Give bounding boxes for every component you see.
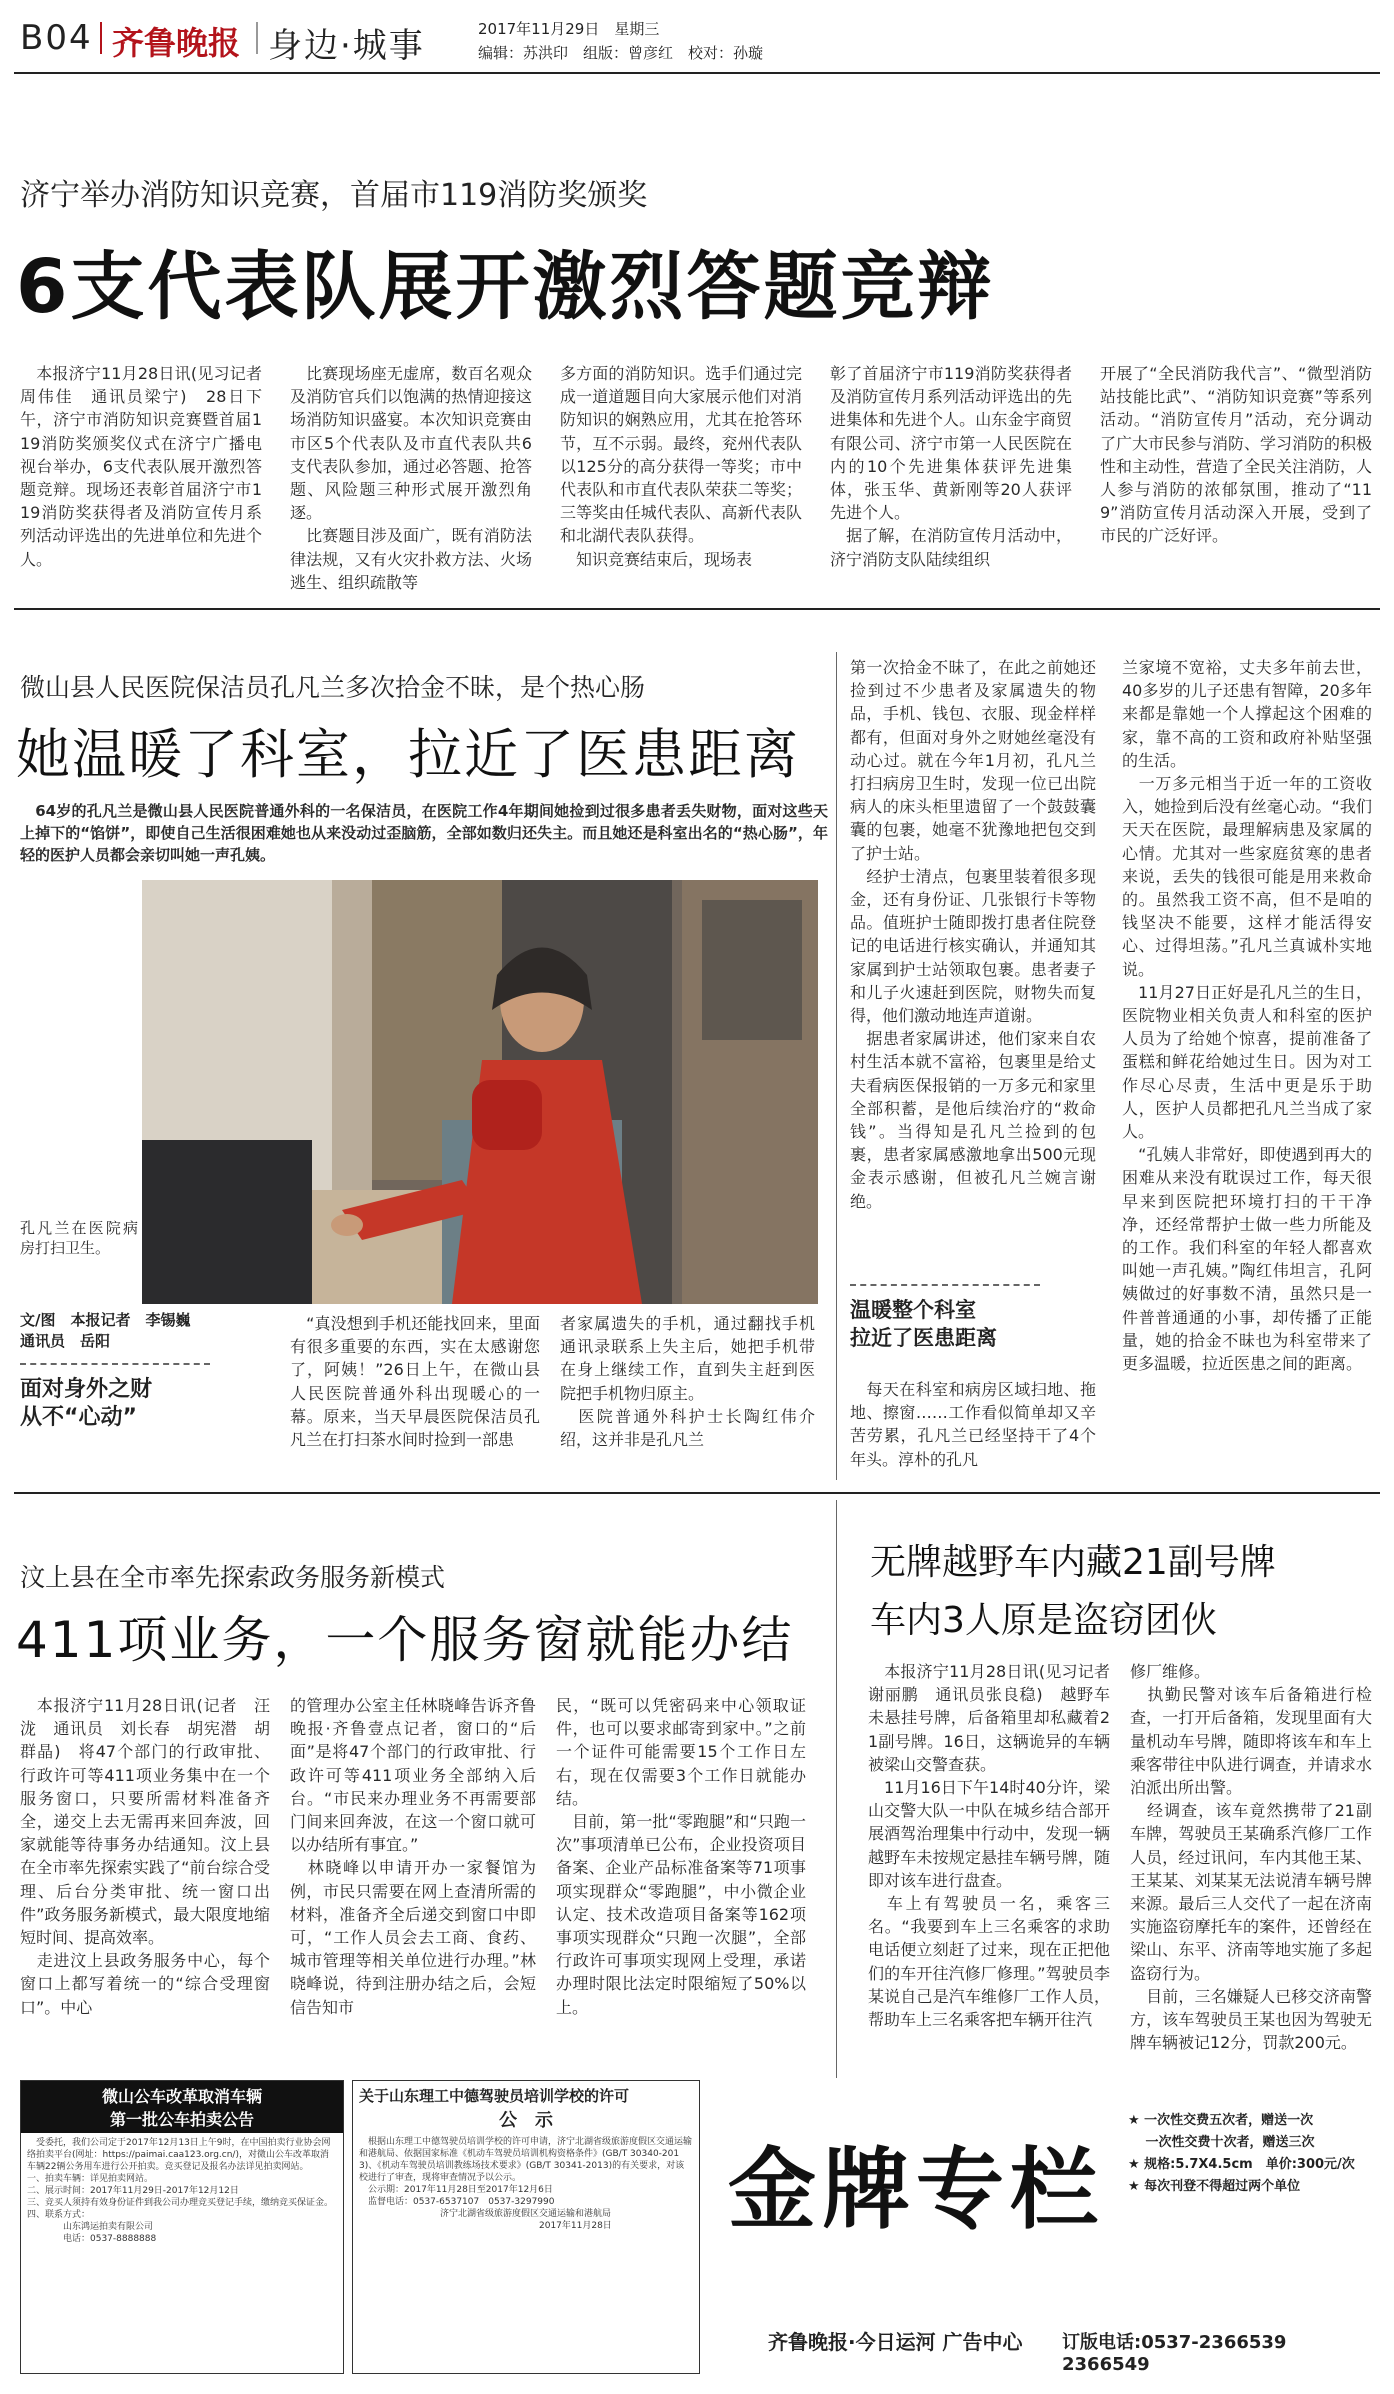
masthead-divider-2 xyxy=(256,22,258,54)
article3-col3: 民，“既可以凭密码来中心领取证件，也可以要求邮寄到家中。”之前一个证件可能需要15个工作日左右，现在仅需要3个工作日就能办结。 目前，第一批“零跑腿”和“只跑一次”事项清单已公布，企业投资项目备案、企业产品标准备案等71项事项实现群众“零跑腿”，中小微企业认定、技术改造项目备案等162项事项实现群众“只跑一次腿”，全部行政许可事项实现网上受理，承诺办理时限比法定时限缩短了50%以上。 xyxy=(556,1696,806,2017)
article2-col-b: 者家属遗失的手机，通过翻找手机通讯录联系上失主后，她把手机带在身上继续工作，直到失主赶到医院把手机物归原主。 医院普通外科护士长陶红伟介绍，这并非是孔凡兰 xyxy=(560,1314,815,1450)
article1-kicker: 济宁举办消防知识竞赛，首届市119消防奖颁奖 xyxy=(20,178,648,213)
article1-col4: 彰了首届济宁市119消防奖获得者及消防宣传月系列活动评选出的先进集体和先进个人。山东金宇商贸有限公司、济宁市第一人民医院在内的10个先进集体获评先进集体，张玉华、黄新刚等20人获评先进个人。 据了解，在消防宣传月活动中，济宁消防支队陆续组织 xyxy=(830,364,1072,569)
article3-headline: 411项业务，一个服务窗就能办结 xyxy=(16,1611,794,1669)
article2-photo xyxy=(142,880,818,1304)
gold-ad-footer-right: 订版电话:0537-2366539 2366549 xyxy=(1062,2332,1287,2372)
gold-ad-bullet: ★ 一次性交费五次者，赠送一次 xyxy=(1128,2113,1314,2128)
masthead-divider xyxy=(100,22,102,54)
issue-date: 2017年11月29日 星期三 xyxy=(478,20,660,38)
article2-col-d: 兰家境不宽裕，丈夫多年前去世，40多岁的儿子还患有智障，20多年来都是靠她一个人撑起这个困难的家，靠不高的工资和政府补贴坚强的生活。 一万多元相当于近一年的工资收入，她捡到后没有丝毫心动。“我们天天在医院，最理解病患及家属的心情。尤其对一些家庭贫寒的患者来说，丢失的钱很可能是用来救命的。虽然我工资不高，但不是咱的钱坚决不能要，这样才能活得安心、过得坦荡。”孔凡兰真诚朴实地说。 11月27日正好是孔凡兰的生日，医院物业相关负责人和科室的医护人员为了给她个惊喜，提前准备了蛋糕和鲜花给她过生日。因为对工作尽心尽责，生活中更是乐于助人，医护人员都把孔凡兰当成了家人。 “孔姨人非常好，即使遇到再大的困难从来没有耽误过工作，每天很早来到医院把环境打扫的干干净净，还经常帮护士做一些力所能及的工作。我们科室的年轻人都喜欢叫她一声孔姨。”陶红伟坦言，孔阿姨做过的好事数不清，虽然只是一件普普通通的小事，却传播了正能量，她的拾金不昧也为科室带来了更多温暖，拉近医患之间的距离。 xyxy=(1122,658,1372,1374)
section-title: 身边·城事 xyxy=(268,26,425,66)
masthead-rule xyxy=(14,72,1380,74)
article2-subhead2: 温暖整个科室 拉近了医患距离 xyxy=(850,1298,997,1350)
column-rule-a3 xyxy=(836,1500,837,2078)
photo-caption: 孔凡兰在医院病房打扫卫生。 xyxy=(20,1219,138,1257)
article2-col-c: 第一次拾金不昧了，在此之前她还捡到过不少患者及家属遗失的物品，手机、钱包、衣服、现金样样都有，但面对身外之财她丝毫没有动心过。就在今年1月初，孔凡兰打扫病房卫生时，发现一位已出院病人的床头柜里遗留了一个鼓鼓囊囊的包裹，她毫不犹豫地把包交到了护士站。 经护士清点，包裹里装着很多现金，还有身份证、几张银行卡等物品。值班护士随即拨打患者住院登记的电话进行核实确认，并通知其家属到护士站领取包裹。患者妻子和儿子火速赶到医院，财物失而复得，他们激动地连声道谢。 据患者家属讲述，他们家来自农村生活本就不富裕，包裹里是给丈夫看病医保报销的一万多元和家里全部积蓄，是他后续治疗的“救命钱”。当得知是孔凡兰捡到的包裹，患者家属感激地拿出500元现金表示感谢，但被孔凡兰婉言谢绝。 xyxy=(850,658,1096,1211)
paper-logo: 齐鲁晚报 xyxy=(112,24,241,62)
article3-col1: 本报济宁11月28日讯(记者 汪泷 通讯员 刘长春 胡宪潜 胡群晶) 将47个部门的行政审批、行政许可等411项业务集中在一个服务窗口，只要所需材料准备齐全，递交上去无需再来回奔波，回家就能等待事务办结通知。汶上县在全市率先探索实践了“前台综合受理、后台分类审批、统一窗口出件”政务服务新模式，最大限度地缩短时间、提高效率。 走进汶上县政务服务中心，每个窗口上都写着统一的“综合受理窗口”。中心 xyxy=(20,1696,270,2017)
school-notice-ad xyxy=(352,2080,700,2374)
article1-col2: 比赛现场座无虚席，数百名观众及消防官兵们以饱满的热情迎接这场消防知识盛宴。本次知识竞赛由市区5个代表队及市直代表队共6支代表队参加，通过必答题、抢答题、风险题三种形式展开激烈角逐。 比赛题目涉及面广，既有消防法律法规，又有火灾扑救方法、火场逃生、组织疏散等 xyxy=(290,364,532,592)
article2-col-a: “真没想到手机还能找回来，里面有很多重要的东西，实在太感谢您了，阿姨！”26日上午，在微山县人民医院普通外科出现暖心的一幕。原来，当天早晨医院保洁员孔凡兰在打扫茶水间时捡到一部患 xyxy=(290,1314,540,1450)
gold-ad-bullet: ★ 规格:5.7X4.5cm 单价:300元/次 xyxy=(1128,2157,1355,2172)
masthead xyxy=(0,0,1394,70)
column-rule-a2 xyxy=(836,652,837,1480)
article2-headline: 她温暖了科室，拉近了医患距离 xyxy=(16,723,800,786)
article4-headline-line1: 无牌越野车内藏21副号牌 xyxy=(870,1542,1276,1583)
article1-headline: 6支代表队展开激烈答题竞辩 xyxy=(16,244,995,330)
bus-auction-ad xyxy=(20,2080,344,2374)
article2-col-c2: 每天在科室和病房区域扫地、拖地、擦窗……工作看似简单却又辛苦劳累，孔凡兰已经坚持干了4个年头。淳朴的孔凡 xyxy=(850,1380,1096,1469)
gold-column-ad xyxy=(708,2080,1374,2372)
article4-col1: 本报济宁11月28日讯(见习记者 谢丽鹏 通讯员张良稳) 越野车未悬挂号牌，后备箱里却私藏着21副号牌。16日，这辆诡异的车辆被梁山交警查获。 11月16日下午14时40分许，梁山交警大队一中队在城乡结合部开展酒驾治理集中行动中，发现一辆越野车未按规定悬挂车辆号牌，随即对该车进行盘查。 车上有驾驶员一名，乘客三名。“我要到车上三名乘客的求助电话便立刻赶了过来，现在正把他们的车开往汽修厂修理。”驾驶员李某说自己是汽车维修厂工作人员，帮助车上三名乘客把车辆开往汽 xyxy=(868,1662,1110,2030)
article1-col1: 本报济宁11月28日讯(见习记者 周伟佳 通讯员梁宁) 28日下午，济宁市消防知识竞赛暨首届119消防奖颁奖仪式在济宁广播电视台举办，6支代表队展开激烈答题竞辩。现场还表彰首届济宁市119消防奖获得者及消防宣传月系列活动评选出的先进单位和先进个人。 xyxy=(20,364,279,569)
gold-ad-bullet: 一次性交费十次者，赠送三次 xyxy=(1128,2135,1315,2150)
cleaner-photo-illustration xyxy=(142,880,818,1304)
gold-ad-title: 金牌专栏 xyxy=(728,2137,1105,2241)
gold-ad-bullet: ★ 每次刊登不得超过两个单位 xyxy=(1128,2179,1301,2194)
section-rule-2 xyxy=(14,1492,1380,1494)
article2-subhead1: 面对身外之财 从不“心动” xyxy=(20,1377,153,1430)
school-ad-title-2: 公 示 xyxy=(499,2110,553,2131)
school-ad-body: 根据山东理工中德驾驶员培训学校的许可申请，济宁北湖省级旅游度假区交通运输和港航局、依据国家标准《机动车驾驶员培训机构资格条件》(GB/T 30340-2013)、《机动车驾驶员培训教练场技术要求》(GB/T 30341-2013)的有关要求，对该校进行了审查，现将审查情况予以公示。 公示期：2017年11月28日至2017年12月6日 监督电话：0537-6537107 0537-3297990 济宁北湖省级旅游度假区交通运输和港航局 2017年11月28日 xyxy=(359,2137,693,2231)
gold-ad-bullets xyxy=(1128,2110,1372,2198)
article2-lead: 64岁的孔凡兰是微山县人民医院普通外科的一名保洁员，在医院工作4年期间她捡到过很多患者丢失财物，面对这些天上掉下的“馅饼”，即使自己生活很困难她也从来没动过歪脑筋，全部如数归还失主。而且她还是科室出名的“热心肠”，年轻的医护人员都会亲切叫她一声孔姨。 xyxy=(20,802,828,864)
school-ad-title-1: 关于山东理工中德驾驶员培训学校的许可 xyxy=(359,2087,630,2105)
bus-ad-title-bar xyxy=(21,2081,343,2133)
article2-credit: 文/图 本报记者 李锡巍 通讯员 岳阳 xyxy=(20,1311,191,1350)
gold-ad-footer-left: 齐鲁晚报·今日运河 广告中心 xyxy=(768,2330,1023,2354)
article4-col2: 修厂维修。 执勤民警对该车后备箱进行检查，一打开后备箱，发现里面有大量机动车号牌，随即将该车和车上乘客带往中队进行调查，并请求水泊派出所出警。 经调查，该车竟然携带了21副车牌，驾驶员王某确系汽修厂工作人员，经过讯问，车内其他王某、王某某、刘某某无法说清车辆号牌来源。最后三人交代了一起在济南实施盗窃摩托车的案件，还曾经在梁山、东平、济南等地实施了多起盗窃行为。 目前，三名嫌疑人已移交济南警方，该车驾驶员王某也因为驾驶无牌车辆被记12分，罚款200元。 xyxy=(1130,1662,1372,2053)
article3-kicker: 汶上县在全市率先探索政务服务新模式 xyxy=(20,1563,446,1592)
bus-ad-title-2: 第一批公车拍卖公告 xyxy=(109,2110,254,2129)
article1-col3: 多方面的消防知识。选手们通过完成一道道题目向大家展示他们对消防知识的娴熟应用，尤其在抢答环节，互不示弱。最终，兖州代表队以125分的高分获得一等奖；市中代表队和市直代表队荣获二等奖；三等奖由任城代表队、高新代表队和北湖代表队获得。 知识竞赛结束后，现场表 xyxy=(560,364,802,569)
article4-headline-line2: 车内3人原是盗窃团伙 xyxy=(870,1600,1217,1641)
page-code: B04 xyxy=(20,18,93,58)
editor-credits: 编辑：苏洪印 组版：曾彦红 校对：孙璇 xyxy=(478,44,764,62)
section-rule-1 xyxy=(14,608,1380,610)
article3-col2: 的管理办公室主任林晓峰告诉齐鲁晚报·齐鲁壹点记者，窗口的“后面”是将47个部门的行政审批、行政许可等411项业务全部纳入后台。“市民来办理业务不再需要部门间来回奔波，在这一个窗口就可以办结所有事宜。” 林晓峰以申请开办一家餐馆为例，市民只需要在网上查清所需的材料，准备齐全后递交到窗口中即可，“工作人员会去工商、食药、城市管理等相关单位进行办理。”林晓峰说，待到注册办结之后，会短信告知市 xyxy=(290,1696,536,2017)
article1-col5: 开展了“全民消防我代言”、“微型消防站技能比武”、“消防知识竞赛”等系列活动。“消防宣传月”活动，充分调动了广大市民参与消防、学习消防的积极性和主动性，营造了全民关注消防，人人参与消防的浓郁氛围，推动了“119”消防宣传月活动深入开展，受到了市民的广泛好评。 xyxy=(1100,364,1373,546)
bus-ad-body: 受委托，我们公司定于2017年12月13日上午9时，在中国拍卖行业协会网络拍卖平台(网址：https://paimai.caa123.org.cn/)，对微山公车改革取消车辆22辆公务用车进行公开拍卖。竞买登记及报名办法详见拍卖网站。 一、拍卖车辆：详见拍卖网站。 二、展示时间：2017年11月29日-2017年12月12日 三、竞买人须持有效身份证件到我公司办理竞买登记手续，缴纳竞买保证金。 四、联系方式： 山东鸿运拍卖有限公司 电话：0537-8888888 xyxy=(27,2138,334,2244)
bus-ad-title-1: 微山公车改革取消车辆 xyxy=(101,2087,262,2106)
article2-kicker: 微山县人民医院保洁员孔凡兰多次拾金不昧，是个热心肠 xyxy=(20,673,646,702)
subhead-rule-2 xyxy=(850,1284,1040,1286)
subhead-rule-1 xyxy=(20,1363,210,1365)
